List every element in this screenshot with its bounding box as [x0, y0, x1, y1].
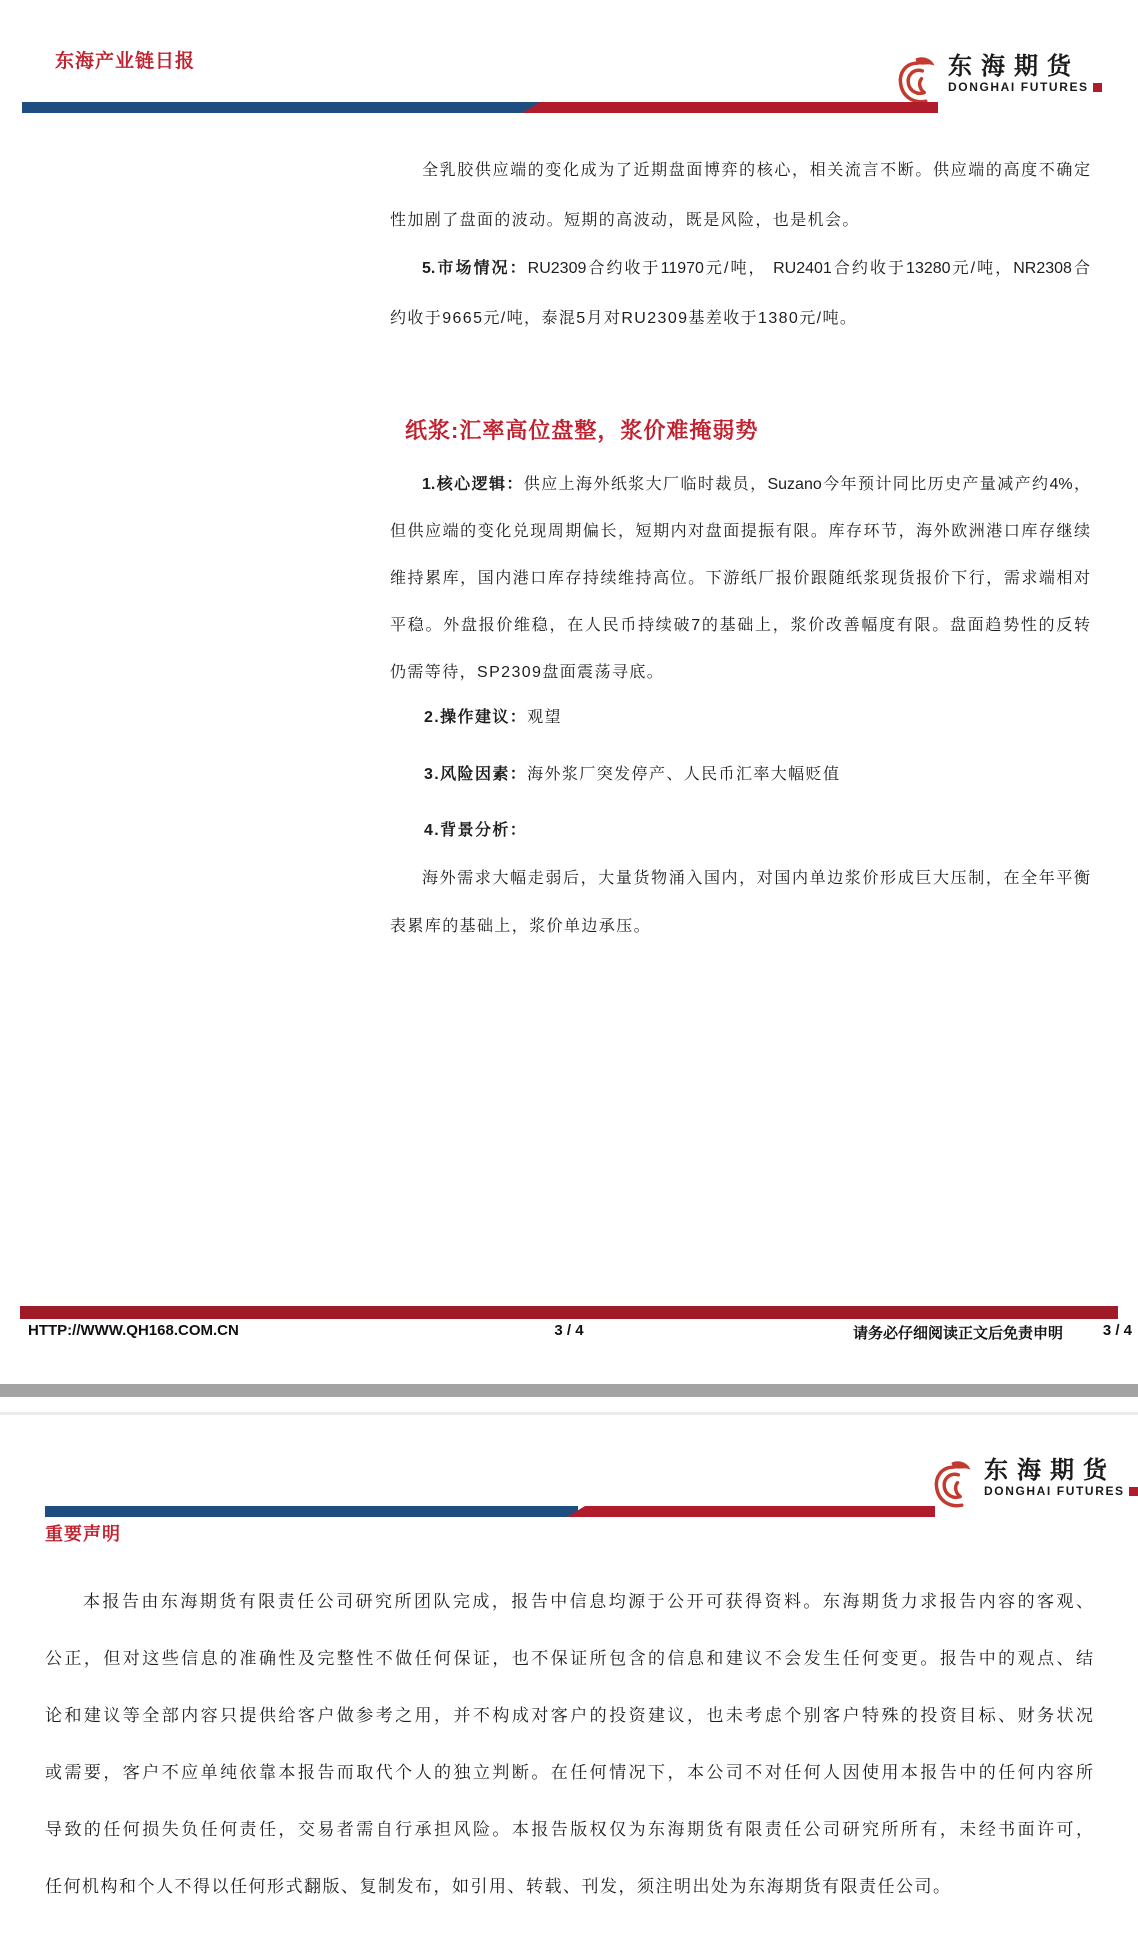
core-logic-line: 维持累库，国内港口库存持续维持高位。下游纸厂报价跟随纸浆现货报价下行，需求端相对: [390, 570, 1090, 587]
disclaimer-line: 或需要，客户不应单纯依靠本报告而取代个人的独立判断。在任何情况下，本公司不对任何人因使用本报告中的任何内容所: [45, 1763, 1093, 1782]
disclaimer-line: 任何机构和个人不得以任何形式翻版、复制发布，如引用、转载、刊发，须注明出处为东海期货有限责任公司。: [45, 1877, 952, 1896]
core-logic-label: 1.核心逻辑：: [422, 476, 524, 493]
core-logic-line: 1.核心逻辑：供应上海外纸浆大厂临时裁员，Suzano今年预计同比历史产量减产约4%，: [422, 476, 1090, 493]
dragon-logo-icon: [928, 1458, 980, 1516]
footer-red-bar: [20, 1306, 1118, 1319]
logo-red-square: [1093, 83, 1102, 92]
footer-disclaimer-note: 请务必仔细阅读正文后免责申明: [852, 1325, 1063, 1342]
footer: [0, 1322, 1138, 1344]
disclaimer-line: 论和建议等全部内容只提供给客户做参考之用，并不构成对客户的投资建议，也未考虑个别客户特殊的投资目标、财务状况: [45, 1706, 1093, 1725]
header-bar-blue: [45, 1506, 578, 1517]
market-status-line: 5.市场情况：RU2309合约收于11970元/吨， RU2401合约收于13280元/吨，NR2308合: [422, 260, 1090, 277]
rubber-paragraph-line: 性加剧了盘面的波动。短期的高波动，既是风险，也是机会。: [390, 212, 860, 229]
pulp-section-title: 纸浆:汇率高位盘整，浆价难掩弱势: [405, 418, 759, 443]
company-logo: [928, 1458, 1138, 1516]
logo-cn-text: 东海期货: [948, 53, 1080, 80]
advice-label: 2.操作建议：: [424, 709, 528, 726]
logo-text: [948, 54, 1102, 94]
core-logic-line: 但供应端的变化兑现周期偏长，短期内对盘面提振有限。库存环节，海外欧洲港口库存继续: [390, 523, 1090, 540]
disclaimer-title: 重要声明: [45, 1524, 121, 1544]
disclaimer-line: 本报告由东海期货有限责任公司研究所团队完成，报告中信息均源于公开可获得资料。东海期货力求报告内容的客观、: [83, 1592, 1093, 1611]
header-bar-red: [522, 102, 938, 113]
logo-cn-text: 东海期货: [984, 1457, 1116, 1484]
page-separator-line: [0, 1412, 1138, 1415]
background-label: 4.背景分析：: [424, 822, 528, 839]
logo-red-square: [1129, 1487, 1138, 1496]
logo-en-text: DONGHAI FUTURES: [984, 1484, 1138, 1498]
logo-text: [984, 1458, 1138, 1498]
risk-line: 3.风险因素：海外浆厂突发停产、人民币汇率大幅贬值: [424, 766, 841, 783]
core-logic-line: 仍需等待，SP2309盘面震荡寻底。: [390, 664, 665, 681]
page-title: 东海产业链日报: [55, 51, 196, 72]
rubber-paragraph-line: 全乳胶供应端的变化成为了近期盘面博弈的核心，相关流言不断。供应端的高度不确定: [422, 162, 1090, 179]
market-status-label: 5.市场情况：: [422, 260, 528, 277]
footer-url: HTTP://WWW.QH168.COM.CN: [28, 1322, 239, 1339]
risk-label: 3.风险因素：: [424, 766, 528, 783]
market-status-line: 约收于9665元/吨，泰混5月对RU2309基差收于1380元/吨。: [390, 310, 858, 327]
background-line: 海外需求大幅走弱后，大量货物涌入国内，对国内单边浆价形成巨大压制，在全年平衡: [422, 870, 1090, 887]
footer-page-number: 3 / 4: [554, 1322, 584, 1339]
header-bar-blue: [22, 102, 540, 113]
disclaimer-line: 导致的任何损失负任何责任，交易者需自行承担风险。本报告版权仅为东海期货有限责任公司研究所所有，未经书面许可，: [45, 1820, 1093, 1839]
advice-line: 2.操作建议：观望: [424, 709, 562, 726]
header-bar-red: [567, 1506, 935, 1517]
page-separator-bar: [0, 1384, 1138, 1397]
footer-page-number-right: 3 / 4: [1102, 1322, 1132, 1339]
core-logic-line: 平稳。外盘报价维稳，在人民币持续破7的基础上，浆价改善幅度有限。盘面趋势性的反转: [390, 617, 1090, 634]
logo-en-text: DONGHAI FUTURES: [948, 80, 1102, 94]
background-line: 表累库的基础上，浆价单边承压。: [390, 918, 652, 935]
background-label-line: [424, 818, 527, 844]
disclaimer-line: 公正，但对这些信息的准确性及完整性不做任何保证，也不保证所包含的信息和建议不会发生任何变更。报告中的观点、结: [45, 1649, 1093, 1668]
